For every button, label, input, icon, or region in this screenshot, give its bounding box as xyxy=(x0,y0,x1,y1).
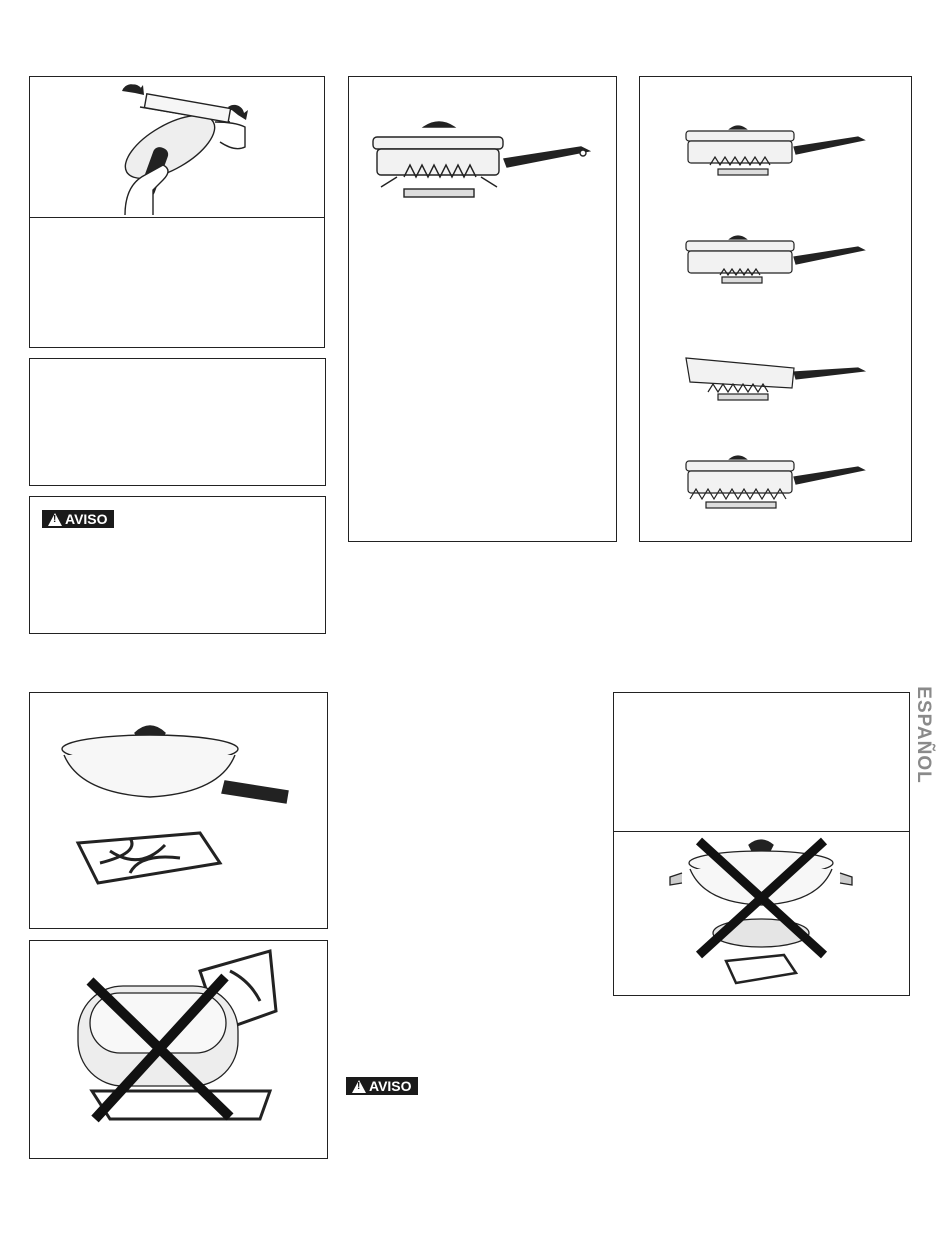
lid-removal-illustration xyxy=(30,77,324,217)
warning-panel xyxy=(29,496,326,634)
panel-divider xyxy=(30,217,324,218)
language-tab: ESPAÑOL xyxy=(913,686,934,784)
burner-fit-panel xyxy=(639,76,912,542)
wok-panel xyxy=(29,692,328,929)
wok-ring-not-allowed-illustration xyxy=(614,693,909,995)
aviso-label-lower: ! AVISO xyxy=(346,1077,418,1095)
roaster-not-allowed-illustration xyxy=(30,941,327,1158)
roaster-panel xyxy=(29,940,328,1159)
burner-fit-illustrations xyxy=(640,77,911,541)
aviso-label: ! AVISO xyxy=(42,510,114,528)
covered-skillet-illustration xyxy=(349,77,616,217)
wok-on-grate-illustration xyxy=(30,693,327,928)
empty-text-panel xyxy=(29,358,326,486)
skillet-panel xyxy=(348,76,617,542)
lid-removal-panel xyxy=(29,76,325,348)
warning-icon xyxy=(48,513,62,526)
wok-ring-panel xyxy=(613,692,910,996)
warning-icon xyxy=(352,1080,366,1093)
rotate-arrow-icon xyxy=(122,84,144,95)
